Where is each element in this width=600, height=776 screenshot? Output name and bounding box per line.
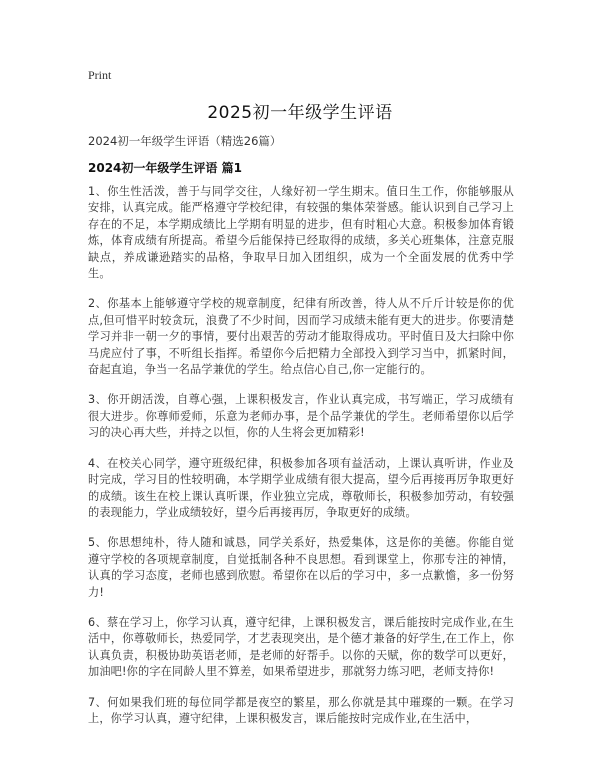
section-heading: 2024初一年级学生评语 篇1: [88, 161, 242, 175]
comment-paragraph-6: 6、蔡在学习上，你学习认真，遵守纪律，上课积极发言，课后能按时完成作业,在生活中，你尊敬师长，热爱同学，才艺表现突出，是个德才兼备的好学生,在工作上，你认真负责，积极协助英语老师，是老师的好帮手。以你的天赋，你的数学可以更好，加油吧!你的字在同龄人里不算差，如果希望进步，那就努力练习吧，老师支持你!: [88, 615, 514, 679]
comment-paragraph-2: 2、你基本上能够遵守学校的规章制度，纪律有所改善，待人从不斤斤计较是你的优点,但可惜平时较贪玩，浪费了不少时间，因而学习成绩未能有更大的进步。你要清楚学习并非一朝一夕的事情，要付出艰苦的劳动才能取得成功。平时值日及大扫除中你马虎应付了事，不听组长指挥。希望你今后把精力全部投入到学习当中，抓紧时间，奋起直追，争当一名品学兼优的学生。给点信心自己,你一定能行的。: [88, 297, 514, 377]
comment-paragraph-4: 4、在校关心同学，遵守班级纪律，积极参加各项有益活动，上课认真听讲，作业及时完成，学习目的性较明确，本学期学业成绩有很大提高，望今后再接再厉争取更好的成绩。该生在校上课认真听课，作业独立完成，尊敬师长，积极参加劳动，有较强的表现能力，学业成绩较好，望今后再接再厉，争取更好的成绩。: [88, 456, 514, 519]
page-title: 2025初一年级学生评语: [207, 103, 393, 123]
comment-paragraph-1: 1、你生性活泼，善于与同学交往，人缘好初一学生期末。值日生工作，你能够服从安排，认真完成。能严格遵守学校纪律，有较强的集体荣誉感。能认识到自己学习上存在的不足，本学期成绩比上学期有明显的进步，但有时粗心大意。积极参加体育锻炼，体育成绩有所提高。希望今后能保持已经取得的成绩，多关心班集体，注意克服缺点，养成谦逊踏实的品格，争取早日加入团组织，成为一个全面发展的优秀中学生。: [88, 185, 514, 281]
comments-body: [88, 184, 514, 741]
comment-paragraph-5: 5、你思想纯朴，待人随和诚恳，同学关系好，热爱集体，这是你的美德。你能自觉遵守学校的各项规章制度，自觉抵制各种不良思想。看到课堂上，你那专注的神情，认真的学习态度，老师也感到欣慰。希望你在以后的学习中，多一点歉憺，多一份努力!: [88, 536, 514, 599]
comment-paragraph-7: 7、何如果我们班的每位同学都是夜空的繁星，那么你就是其中璀璨的一颗。在学习上，你学习认真，遵守纪律，上课积极发言，课后能按时完成作业,在生活中，: [88, 695, 514, 725]
comment-paragraph-3: 3、你开朗活泼，自尊心强，上课积极发言，作业认真完成，书写端正，学习成绩有很大进步。你尊师爱师，乐意为老师办事，是个品学兼优的学生。老师希望你以后学习的决心再大些，并持之以恒，你的人生将会更加精彩!: [88, 393, 514, 440]
document-subtitle: 2024初一年级学生评语（精选26篇）: [88, 134, 282, 148]
print-link[interactable]: Print: [88, 68, 112, 82]
